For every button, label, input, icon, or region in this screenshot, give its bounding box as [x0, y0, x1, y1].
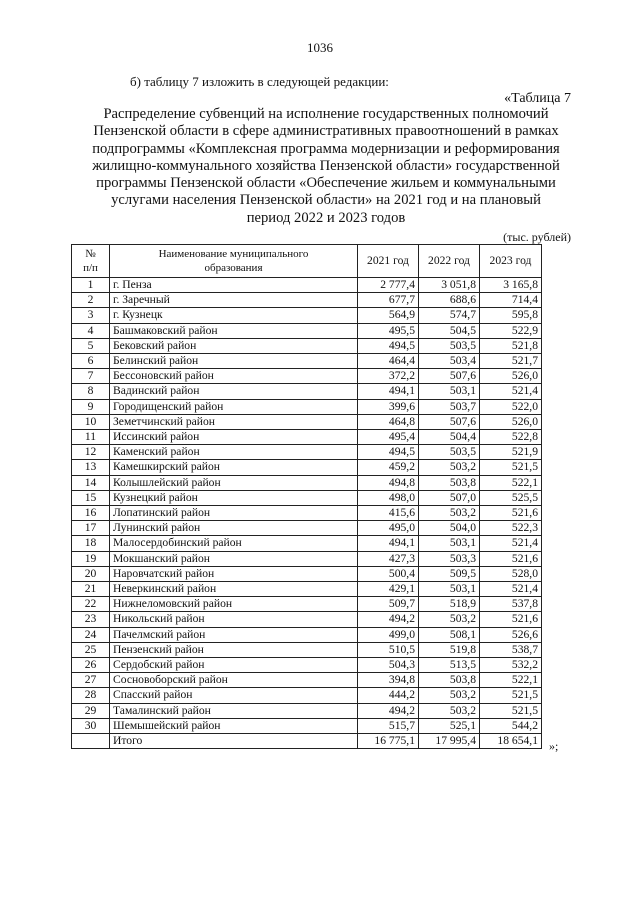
row-number: 24	[72, 627, 110, 642]
value-2023: 3 165,8	[480, 278, 542, 293]
municipality-name: Бессоновский район	[110, 369, 358, 384]
row-number: 22	[72, 597, 110, 612]
value-2022: 504,5	[419, 323, 480, 338]
value-2021: 510,5	[358, 642, 419, 657]
value-2023: 537,8	[480, 597, 542, 612]
municipality-name: Кузнецкий район	[110, 490, 358, 505]
table-row	[72, 475, 542, 490]
value-2023: 521,5	[480, 688, 542, 703]
value-2023: 521,4	[480, 582, 542, 597]
value-2021: 495,0	[358, 521, 419, 536]
value-2021: 677,7	[358, 293, 419, 308]
value-2023: 714,4	[480, 293, 542, 308]
municipality-name: Шемышейский район	[110, 718, 358, 733]
title-line: период 2022 и 2023 годов	[246, 209, 406, 226]
row-number: 25	[72, 642, 110, 657]
value-2023: 528,0	[480, 566, 542, 581]
header-number: № п/п	[72, 245, 110, 278]
row-number: 17	[72, 521, 110, 536]
value-2022: 503,1	[419, 384, 480, 399]
value-2021: 515,7	[358, 718, 419, 733]
value-2023: 538,7	[480, 642, 542, 657]
table-title	[78, 106, 574, 227]
table-row	[72, 506, 542, 521]
value-2022: 503,4	[419, 354, 480, 369]
value-2021: 494,5	[358, 338, 419, 353]
municipality-name: Лунинский район	[110, 521, 358, 536]
table-row	[72, 521, 542, 536]
table-row	[72, 338, 542, 353]
table-row	[72, 414, 542, 429]
value-2021: 495,4	[358, 430, 419, 445]
value-2023: 521,4	[480, 384, 542, 399]
value-2023: 522,1	[480, 475, 542, 490]
value-2023: 522,8	[480, 430, 542, 445]
closing-quote: »;	[549, 739, 559, 753]
table-row	[72, 597, 542, 612]
table-row	[72, 582, 542, 597]
table-row	[72, 673, 542, 688]
value-2023: 525,5	[480, 490, 542, 505]
total-number-cell	[72, 734, 110, 749]
table-row	[72, 566, 542, 581]
value-2021: 2 777,4	[358, 278, 419, 293]
table-row	[72, 551, 542, 566]
municipality-name: Бековский район	[110, 338, 358, 353]
value-2021: 394,8	[358, 673, 419, 688]
municipality-name: Наровчатский район	[110, 566, 358, 581]
value-2022: 503,5	[419, 338, 480, 353]
municipality-name: Нижнеломовский район	[110, 597, 358, 612]
value-2022: 509,5	[419, 566, 480, 581]
table-row	[72, 445, 542, 460]
value-2022: 688,6	[419, 293, 480, 308]
table-row	[72, 642, 542, 657]
row-number: 8	[72, 384, 110, 399]
total-2021: 16 775,1	[358, 734, 419, 749]
value-2021: 464,4	[358, 354, 419, 369]
value-2022: 507,6	[419, 369, 480, 384]
header-2021: 2021 год	[358, 245, 419, 278]
row-number: 14	[72, 475, 110, 490]
value-2021: 499,0	[358, 627, 419, 642]
table-row	[72, 688, 542, 703]
table-row	[72, 354, 542, 369]
row-number: 29	[72, 703, 110, 718]
table-row	[72, 308, 542, 323]
total-2022: 17 995,4	[419, 734, 480, 749]
value-2022: 503,8	[419, 673, 480, 688]
row-number: 1	[72, 278, 110, 293]
row-number: 10	[72, 414, 110, 429]
value-2021: 504,3	[358, 658, 419, 673]
table-header-row	[72, 245, 542, 278]
value-2023: 521,8	[480, 338, 542, 353]
value-2022: 574,7	[419, 308, 480, 323]
value-2022: 503,2	[419, 506, 480, 521]
value-2022: 518,9	[419, 597, 480, 612]
value-2021: 415,6	[358, 506, 419, 521]
municipality-name: Городищенский район	[110, 399, 358, 414]
value-2021: 494,5	[358, 445, 419, 460]
row-number: 9	[72, 399, 110, 414]
value-2022: 503,1	[419, 582, 480, 597]
subsidy-table	[71, 244, 542, 749]
value-2023: 521,6	[480, 506, 542, 521]
value-2023: 522,1	[480, 673, 542, 688]
table-row	[72, 703, 542, 718]
row-number: 13	[72, 460, 110, 475]
table-row	[72, 430, 542, 445]
header-2023: 2023 год	[480, 245, 542, 278]
municipality-name: Сосновоборский район	[110, 673, 358, 688]
table-body	[72, 278, 542, 734]
value-2021: 500,4	[358, 566, 419, 581]
value-2022: 503,3	[419, 551, 480, 566]
value-2022: 503,2	[419, 703, 480, 718]
value-2023: 522,0	[480, 399, 542, 414]
value-2023: 532,2	[480, 658, 542, 673]
value-2023: 526,6	[480, 627, 542, 642]
total-label: Итого	[110, 734, 358, 749]
municipality-name: Малосердобинский район	[110, 536, 358, 551]
value-2022: 503,2	[419, 612, 480, 627]
municipality-name: Мокшанский район	[110, 551, 358, 566]
value-2022: 504,0	[419, 521, 480, 536]
value-2021: 494,1	[358, 384, 419, 399]
table-reference: «Таблица 7	[504, 91, 571, 106]
page-number: 1036	[307, 40, 333, 55]
value-2022: 503,7	[419, 399, 480, 414]
value-2023: 521,6	[480, 551, 542, 566]
total-2023: 18 654,1	[480, 734, 542, 749]
table-row	[72, 369, 542, 384]
municipality-name: Земетчинский район	[110, 414, 358, 429]
row-number: 26	[72, 658, 110, 673]
value-2021: 444,2	[358, 688, 419, 703]
value-2023: 521,7	[480, 354, 542, 369]
municipality-name: Сердобский район	[110, 658, 358, 673]
value-2021: 498,0	[358, 490, 419, 505]
table-row	[72, 293, 542, 308]
row-number: 21	[72, 582, 110, 597]
municipality-name: Каменский район	[110, 445, 358, 460]
value-2023: 521,5	[480, 703, 542, 718]
value-2022: 504,4	[419, 430, 480, 445]
value-2023: 522,3	[480, 521, 542, 536]
value-2022: 508,1	[419, 627, 480, 642]
title-line: услугами населения Пензенской области» на 2021 год и на плановый	[111, 192, 541, 209]
row-number: 12	[72, 445, 110, 460]
municipality-name: Белинский район	[110, 354, 358, 369]
municipality-name: Колышлейский район	[110, 475, 358, 490]
row-number: 18	[72, 536, 110, 551]
municipality-name: Неверкинский район	[110, 582, 358, 597]
municipality-name: Тамалинский район	[110, 703, 358, 718]
municipality-name: г. Кузнецк	[110, 308, 358, 323]
table-row	[72, 460, 542, 475]
row-number: 19	[72, 551, 110, 566]
value-2021: 372,2	[358, 369, 419, 384]
value-2021: 459,2	[358, 460, 419, 475]
value-2021: 464,8	[358, 414, 419, 429]
value-2021: 495,5	[358, 323, 419, 338]
table-row	[72, 658, 542, 673]
title-line: Пензенской области в сфере административных правоотношений в рамках	[93, 123, 559, 140]
value-2023: 521,5	[480, 460, 542, 475]
municipality-name: г. Пенза	[110, 278, 358, 293]
row-number: 28	[72, 688, 110, 703]
row-number: 7	[72, 369, 110, 384]
title-line: Распределение субвенций на исполнение государственных полномочий	[103, 106, 549, 122]
table-row	[72, 536, 542, 551]
municipality-name: Никольский район	[110, 612, 358, 627]
value-2023: 526,0	[480, 414, 542, 429]
table-row	[72, 399, 542, 414]
value-2021: 494,2	[358, 612, 419, 627]
value-2021: 427,3	[358, 551, 419, 566]
table-row	[72, 612, 542, 627]
municipality-name: г. Заречный	[110, 293, 358, 308]
value-2023: 544,2	[480, 718, 542, 733]
value-2023: 595,8	[480, 308, 542, 323]
row-number: 20	[72, 566, 110, 581]
row-number: 15	[72, 490, 110, 505]
value-2021: 494,2	[358, 703, 419, 718]
value-2022: 503,8	[419, 475, 480, 490]
row-number: 11	[72, 430, 110, 445]
value-2022: 519,8	[419, 642, 480, 657]
municipality-name: Вадинский район	[110, 384, 358, 399]
municipality-name: Пензенский район	[110, 642, 358, 657]
value-2021: 494,8	[358, 475, 419, 490]
value-2023: 521,4	[480, 536, 542, 551]
title-line: подпрограммы «Комплексная программа модернизации и реформирования	[92, 140, 560, 157]
value-2022: 507,6	[419, 414, 480, 429]
table-row	[72, 627, 542, 642]
value-2023: 526,0	[480, 369, 542, 384]
municipality-name: Иссинский район	[110, 430, 358, 445]
row-number: 16	[72, 506, 110, 521]
municipality-name: Лопатинский район	[110, 506, 358, 521]
table-row	[72, 278, 542, 293]
municipality-name: Башмаковский район	[110, 323, 358, 338]
row-number: 30	[72, 718, 110, 733]
value-2022: 503,1	[419, 536, 480, 551]
value-2021: 429,1	[358, 582, 419, 597]
intro-text: б) таблицу 7 изложить в следующей редакции:	[130, 74, 389, 89]
header-2022: 2022 год	[419, 245, 480, 278]
value-2021: 399,6	[358, 399, 419, 414]
row-number: 6	[72, 354, 110, 369]
units-label: (тыс. рублей)	[503, 230, 571, 244]
row-number: 27	[72, 673, 110, 688]
title-line: жилищно-коммунального хозяйства Пензенской области» государственной	[92, 157, 560, 174]
value-2022: 507,0	[419, 490, 480, 505]
table-row	[72, 490, 542, 505]
value-2023: 521,9	[480, 445, 542, 460]
row-number: 5	[72, 338, 110, 353]
table-row	[72, 323, 542, 338]
table-total-row	[72, 734, 542, 749]
value-2022: 503,5	[419, 445, 480, 460]
value-2021: 509,7	[358, 597, 419, 612]
value-2021: 494,1	[358, 536, 419, 551]
value-2023: 521,6	[480, 612, 542, 627]
municipality-name: Спасский район	[110, 688, 358, 703]
value-2022: 525,1	[419, 718, 480, 733]
table-row	[72, 384, 542, 399]
municipality-name: Пачелмский район	[110, 627, 358, 642]
header-municipality: Наименование муниципального образования	[110, 245, 358, 278]
row-number: 4	[72, 323, 110, 338]
title-line: программы Пензенской области «Обеспечение жильем и коммунальными	[96, 175, 556, 192]
value-2022: 513,5	[419, 658, 480, 673]
value-2023: 522,9	[480, 323, 542, 338]
municipality-name: Камешкирский район	[110, 460, 358, 475]
value-2022: 503,2	[419, 460, 480, 475]
table-row	[72, 718, 542, 733]
value-2022: 503,2	[419, 688, 480, 703]
row-number: 23	[72, 612, 110, 627]
value-2021: 564,9	[358, 308, 419, 323]
row-number: 3	[72, 308, 110, 323]
value-2022: 3 051,8	[419, 278, 480, 293]
row-number: 2	[72, 293, 110, 308]
